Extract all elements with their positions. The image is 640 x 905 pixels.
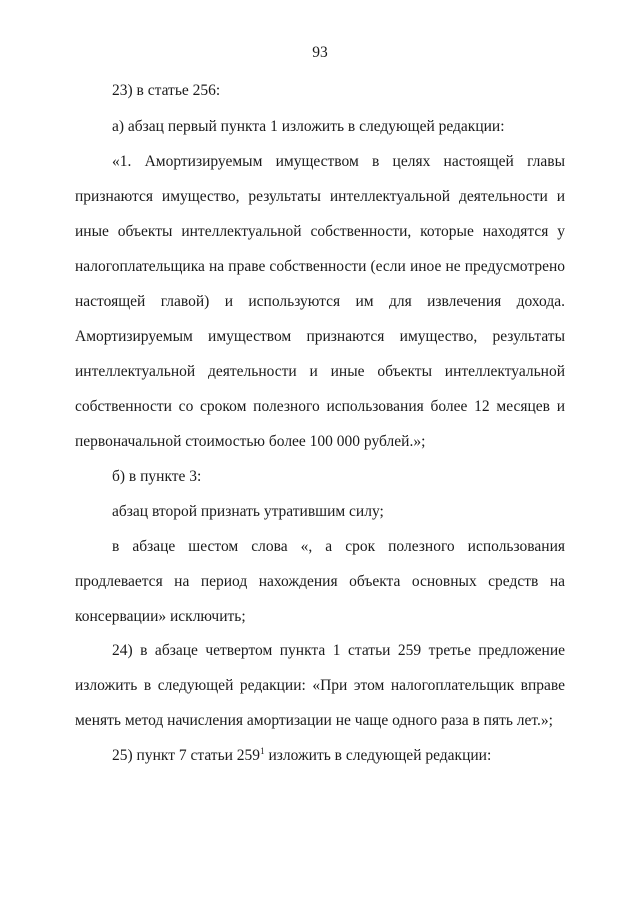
paragraph-line: «1. Амортизируемым имуществом в целях настоящей главы bbox=[112, 153, 565, 170]
paragraph-line: 23) в статье 256: bbox=[112, 82, 221, 99]
paragraph-line: абзац второй признать утратившим силу; bbox=[112, 503, 384, 520]
paragraph-line: 24) в абзаце четвертом пункта 1 статьи 259 третье предложение bbox=[112, 642, 565, 659]
paragraph-line: интеллектуальной деятельности и иные объекты интеллектуальной bbox=[75, 363, 565, 380]
superscript-marker: 1 bbox=[260, 745, 265, 756]
paragraph-line: б) в пункте 3: bbox=[112, 468, 202, 485]
paragraph-line: Амортизируемым имуществом признаются имущество, результаты bbox=[75, 328, 565, 345]
paragraph-line: первоначальной стоимостью более 100 000 рублей.»; bbox=[75, 433, 426, 450]
paragraph-line: продлевается на период нахождения объекта основных средств на bbox=[75, 573, 565, 590]
paragraph-line: собственности со сроком полезного использования более 12 месяцев и bbox=[75, 398, 565, 415]
page-number: 93 bbox=[312, 44, 328, 61]
paragraph-line: консервации» исключить; bbox=[75, 608, 246, 625]
paragraph-line: менять метод начисления амортизации не чаще одного раза в пять лет.»; bbox=[75, 712, 553, 729]
paragraph-line: иные объекты интеллектуальной собственности, которые находятся у bbox=[75, 223, 565, 240]
last-line-text-end: изложить в следующей редакции: bbox=[264, 747, 492, 764]
paragraph-line: настоящей главой) и используются им для извлечения дохода. bbox=[75, 293, 565, 310]
paragraph-line: изложить в следующей редакции: «При этом налогоплательщик вправе bbox=[75, 677, 565, 694]
paragraph-line: налогоплательщика на праве собственности (если иное не предусмотрено bbox=[75, 258, 565, 275]
paragraph-line: а) абзац первый пункта 1 изложить в следующей редакции: bbox=[112, 118, 505, 135]
paragraph-line: признаются имущество, результаты интеллектуальной деятельности и bbox=[75, 188, 565, 205]
last-line-text: 25) пункт 7 статьи 259 bbox=[112, 747, 261, 764]
paragraph-line: в абзаце шестом слова «, а срок полезного использования bbox=[112, 538, 565, 555]
paragraph-line-last bbox=[112, 746, 565, 766]
